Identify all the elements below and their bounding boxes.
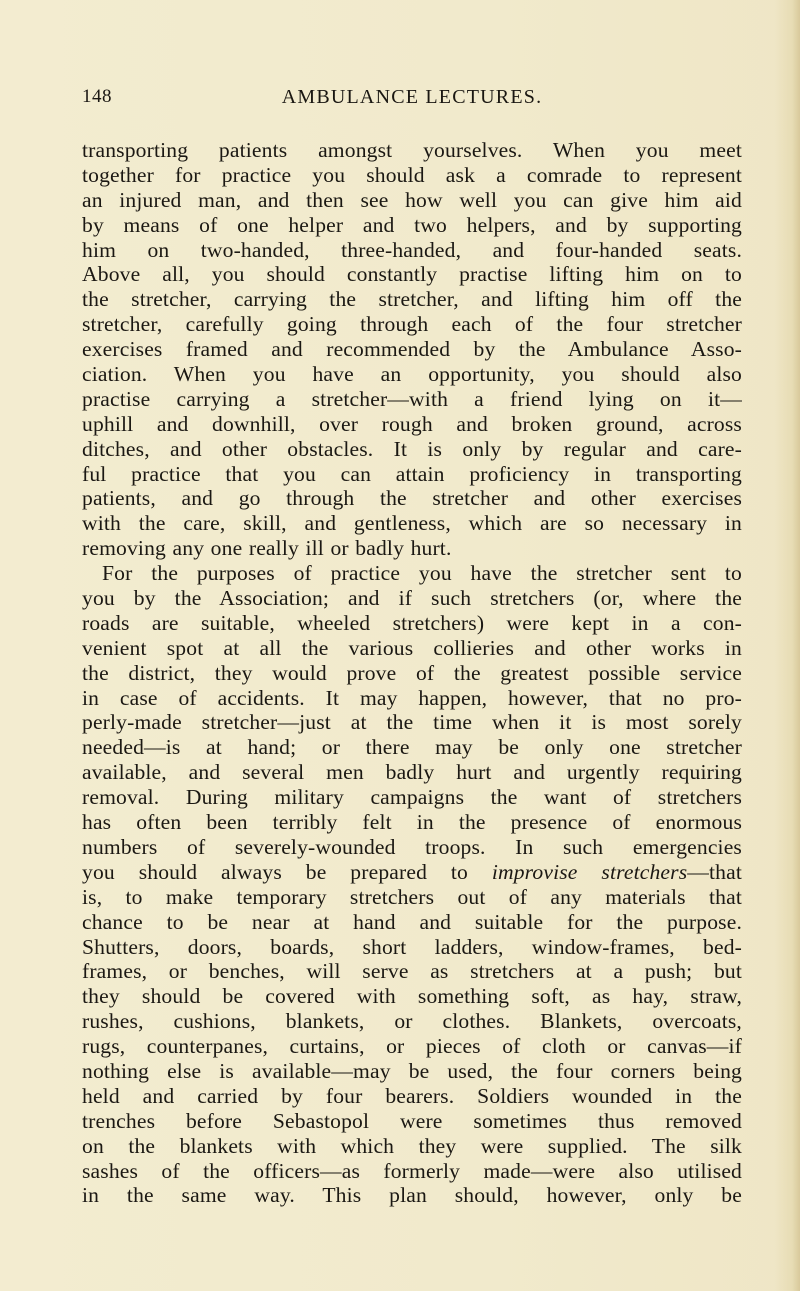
text-line: trenches before Sebastopol were sometimes thus removed <box>82 1108 742 1133</box>
line-prefix: you should always be prepared to <box>82 859 492 884</box>
text-line: in case of accidents. It may happen, however, that no pro- <box>82 685 742 710</box>
text-line: in the same way. This plan should, however, only be <box>82 1183 742 1208</box>
text-line: the stretcher, carrying the stretcher, and lifting him off the <box>82 287 742 312</box>
paragraph-start-line: For the purposes of practice you have the stretcher sent to <box>102 561 742 586</box>
text-line: needed—is at hand; or there may be only one stretcher <box>82 735 742 760</box>
text-line: together for practice you should ask a comrade to represent <box>82 162 742 187</box>
text-line: removal. During military campaigns the want of stretchers <box>82 785 742 810</box>
text-line: rushes, cushions, blankets, or clothes. Blankets, overcoats, <box>82 1009 742 1034</box>
text-line: numbers of severely-wounded troops. In such emergencies <box>82 834 742 859</box>
text-line: ditches, and other obstacles. It is only by regular and care- <box>82 436 742 461</box>
text-line: is, to make temporary stretchers out of any materials that <box>82 884 742 909</box>
text-line: exercises framed and recommended by the Ambulance Asso- <box>82 337 742 362</box>
page-number: 148 <box>82 86 112 107</box>
text-line: frames, or benches, will serve as stretchers at a push; but <box>82 959 742 984</box>
text-line: roads are suitable, wheeled stretchers) were kept in a con- <box>82 610 742 635</box>
text-line: has often been terribly felt in the presence of enormous <box>82 810 742 835</box>
text-line: patients, and go through the stretcher and other exercises <box>82 486 742 511</box>
paragraph-end-line: removing any one really ill or badly hurt. <box>82 536 452 561</box>
page-edge-shadow <box>774 0 800 1291</box>
text-line: available, and several men badly hurt and urgently requiring <box>82 760 742 785</box>
text-line: him on two-handed, three-handed, and four-handed seats. <box>82 237 742 262</box>
text-line: chance to be near at hand and suitable for the purpose. <box>82 909 742 934</box>
text-line: Above all, you should constantly practise lifting him on to <box>82 262 742 287</box>
text-line: venient spot at all the various collieries and other works in <box>82 635 742 660</box>
text-line: ciation. When you have an opportunity, you should also <box>82 362 742 387</box>
italic-phrase: improvise stretchers <box>491 859 688 884</box>
text-line: perly-made stretcher—just at the time when it is most sorely <box>82 710 742 735</box>
text-line: you by the Association; and if such stretchers (or, where the <box>82 586 742 611</box>
running-head: AMBULANCE LECTURES. <box>281 86 543 108</box>
text-line: rugs, counterpanes, curtains, or pieces of cloth or canvas—if <box>82 1034 742 1059</box>
page-header <box>82 86 742 112</box>
text-line: ful practice that you can attain proficiency in transporting <box>82 461 742 486</box>
text-line: they should be covered with something soft, as hay, straw, <box>82 984 742 1009</box>
text-line: an injured man, and then see how well you can give him aid <box>82 187 742 212</box>
text-line: by means of one helper and two helpers, and by supporting <box>82 212 742 237</box>
text-line: Shutters, doors, boards, short ladders, window-frames, bed- <box>82 934 742 959</box>
text-line: on the blankets with which they were supplied. The silk <box>82 1133 742 1158</box>
text-line-with-italic <box>82 860 742 885</box>
text-line: transporting patients amongst yourselves. When you meet <box>82 138 742 162</box>
text-line: uphill and downhill, over rough and broken ground, across <box>82 411 742 436</box>
body-text <box>82 138 742 1208</box>
text-line: held and carried by four bearers. Soldiers wounded in the <box>82 1083 742 1108</box>
line-suffix: —that <box>687 859 742 884</box>
text-line: the district, they would prove of the greatest possible service <box>82 660 742 685</box>
text-line: nothing else is available—may be used, the four corners being <box>82 1058 742 1083</box>
text-line: sashes of the officers—as formerly made—were also utilised <box>82 1158 742 1183</box>
text-line: with the care, skill, and gentleness, which are so necessary in <box>82 511 742 536</box>
text-line: practise carrying a stretcher—with a friend lying on it— <box>82 386 742 411</box>
text-line: stretcher, carefully going through each of the four stretcher <box>82 312 742 337</box>
